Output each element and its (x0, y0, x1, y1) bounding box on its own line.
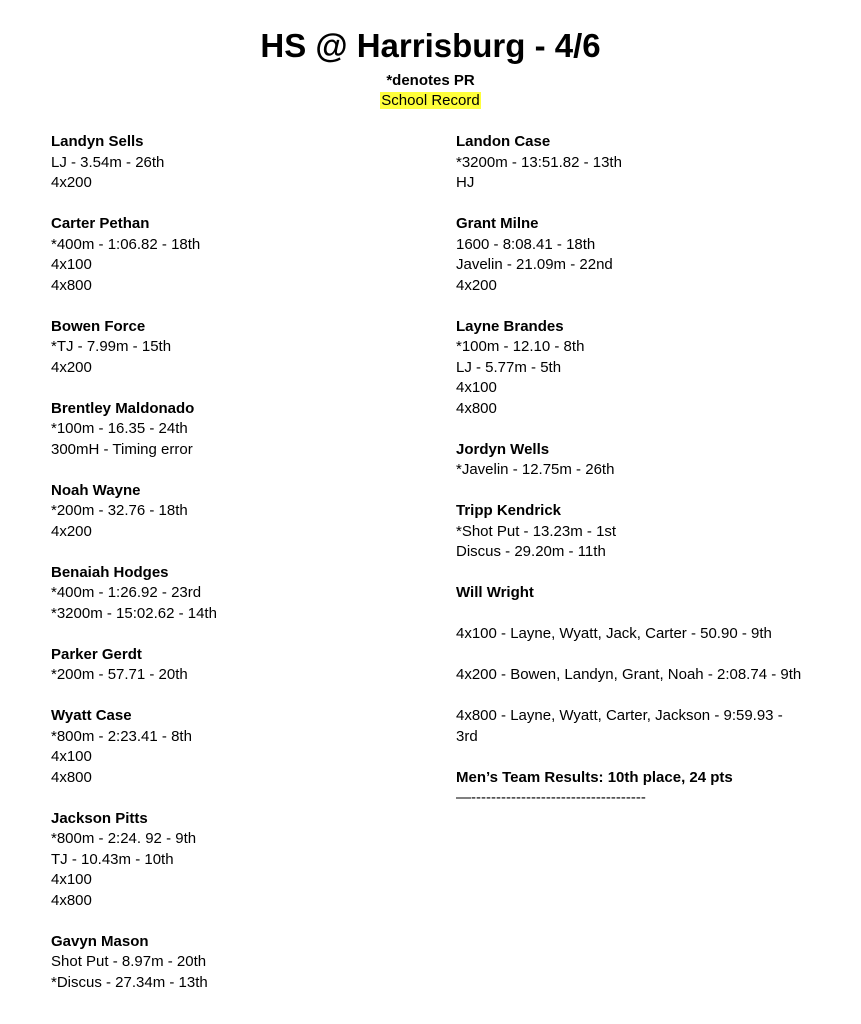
right-column (456, 132, 806, 809)
event-result: *400m - 1:26.92 - 23rd (51, 584, 202, 601)
school-record-legend (0, 91, 861, 111)
relay-result: 4x800 - Layne, Wyatt, Carter, Jackson - 9:59.93 - 3rd (456, 707, 783, 745)
event-result: 4x100 (51, 871, 92, 888)
athlete-name: Parker Gerdt (51, 645, 142, 663)
event-result: Javelin - 21.09m - 22nd (456, 256, 613, 273)
relay-result: 4x200 - Bowen, Landyn, Grant, Noah - 2:08.74 - 9th (456, 666, 802, 683)
athlete-name: Gavyn Mason (51, 932, 149, 950)
athlete-entry (51, 809, 421, 912)
event-result: 4x200 (51, 358, 92, 376)
athlete-name: Wyatt Case (51, 707, 132, 724)
athlete-entry (51, 932, 421, 994)
event-result: 4x100 (456, 379, 497, 396)
event-result: *400m - 1:06.82 - 18th (51, 235, 201, 253)
athlete-entry (51, 214, 421, 296)
event-result: 4x100 (51, 256, 92, 273)
event-result: Shot Put - 8.97m - 20th (51, 953, 207, 970)
athlete-entry (456, 583, 806, 604)
athlete-name: Landon Case (456, 133, 551, 150)
athlete-name: Layne Brandes (456, 317, 564, 335)
relay-result: 4x100 - Layne, Wyatt, Jack, Carter - 50.90 - 9th (456, 625, 772, 642)
event-result: *Discus - 27.34m - 13th (51, 973, 208, 991)
athlete-entry (456, 132, 806, 194)
event-result: *TJ - 7.99m - 15th (51, 338, 172, 355)
athlete-name: Tripp Kendrick (456, 502, 562, 519)
athlete-name: Bowen Force (51, 317, 146, 335)
event-result: *Shot Put - 13.23m - 1st (456, 522, 617, 540)
athlete-entry (456, 317, 806, 420)
event-result: *200m - 32.76 - 18th (51, 502, 188, 519)
event-result: TJ - 10.43m - 10th (51, 850, 174, 868)
athlete-name: Noah Wayne (51, 481, 141, 499)
athlete-entry (51, 317, 421, 379)
event-result: *800m - 2:24. 92 - 9th (51, 830, 197, 847)
event-result: 1600 - 8:08.41 - 18th (456, 235, 596, 253)
athlete-entry (456, 440, 806, 481)
event-result: *3200m - 13:51.82 - 13th (456, 153, 622, 171)
athlete-name: Carter Pethan (51, 215, 150, 232)
divider-line: —----------------------------------- (456, 789, 646, 806)
athlete-entry (51, 563, 421, 625)
relay-results (456, 624, 806, 747)
event-result: LJ - 5.77m - 5th (456, 358, 562, 376)
event-result: 4x200 (51, 522, 92, 540)
event-result: 4x200 (51, 174, 92, 191)
left-column (51, 132, 421, 1014)
event-result: 4x800 (51, 276, 92, 294)
event-result: *100m - 16.35 - 24th (51, 420, 188, 437)
athlete-entry (51, 399, 421, 461)
event-result: 4x100 (51, 748, 92, 765)
athlete-name: Brentley Maldonado (51, 399, 195, 417)
event-result: *100m - 12.10 - 8th (456, 338, 585, 355)
athlete-entry (51, 481, 421, 543)
athlete-entry (51, 706, 421, 788)
event-result: 300mH - Timing error (51, 440, 193, 458)
athlete-name: Jordyn Wells (456, 440, 550, 458)
event-result: LJ - 3.54m - 26th (51, 153, 165, 171)
athlete-name: Landyn Sells (51, 133, 144, 150)
team-results: Men’s Team Results: 10th place, 24 pts (456, 768, 733, 786)
event-result: *200m - 57.71 - 20th (51, 666, 188, 683)
athlete-name: Will Wright (456, 584, 534, 601)
event-result: *3200m - 15:02.62 - 14th (51, 604, 217, 622)
event-result: 4x800 (51, 768, 92, 786)
page-title: HS @ Harrisburg - 4/6 (260, 27, 601, 64)
event-result: 4x800 (51, 891, 92, 909)
athlete-entry (456, 501, 806, 563)
event-result: 4x200 (456, 276, 497, 294)
event-result: *800m - 2:23.41 - 8th (51, 727, 192, 745)
pr-note: *denotes PR (386, 72, 475, 89)
event-result: Discus - 29.20m - 11th (456, 543, 606, 560)
event-result: 4x800 (456, 399, 497, 417)
athlete-name: Benaiah Hodges (51, 563, 169, 581)
athlete-entry (51, 645, 421, 686)
school-record-label: School Record (381, 92, 480, 109)
athlete-entry (51, 132, 421, 194)
athlete-entry (456, 214, 806, 296)
athlete-name: Jackson Pitts (51, 809, 148, 827)
event-result: *Javelin - 12.75m - 26th (456, 461, 615, 478)
athlete-name: Grant Milne (456, 215, 539, 232)
event-result: HJ (456, 174, 475, 191)
